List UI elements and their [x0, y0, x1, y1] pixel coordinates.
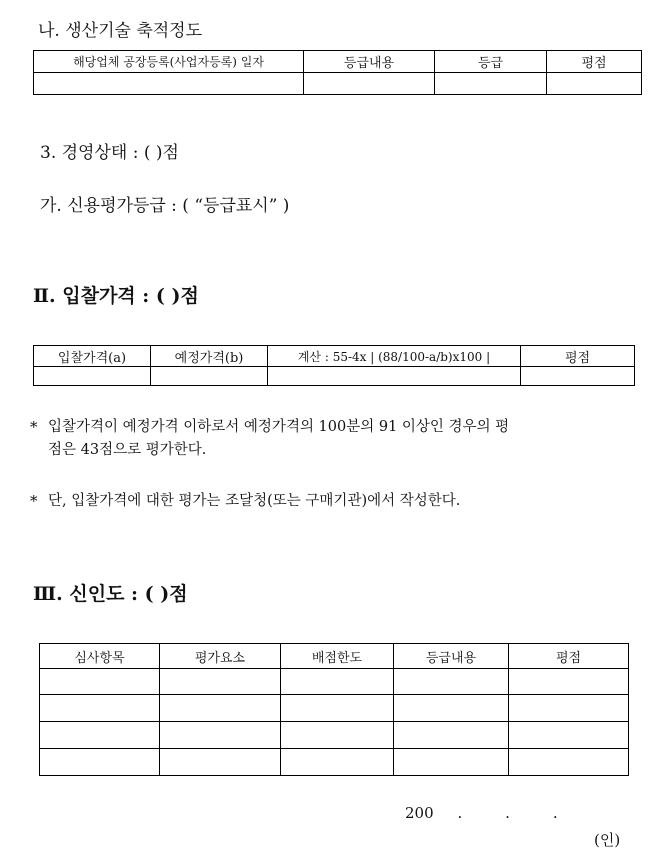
table-header: 해당업체 공장등록(사업자등록) 일자	[34, 51, 304, 73]
note-2-text: 단, 입찰가격에 대한 평가는 조달청(또는 구매기관)에서 작성한다.	[48, 493, 461, 509]
table-cell	[435, 73, 547, 95]
table-cell	[40, 695, 160, 722]
table-header: 평점	[547, 51, 642, 73]
production-table	[33, 50, 642, 95]
table-row	[40, 722, 629, 749]
credibility-table	[39, 643, 629, 776]
table-cell	[304, 73, 435, 95]
table-header: 등급내용	[304, 51, 435, 73]
table-cell	[394, 749, 509, 776]
seal-mark: (인)	[594, 831, 621, 849]
table-cell	[160, 669, 281, 695]
section-2-title: Ⅱ. 입찰가격 : ( )점	[33, 285, 199, 307]
table-header: 평점	[509, 644, 629, 669]
table-row	[34, 73, 642, 95]
note-1-line-2: 점은 43점으로 평가한다.	[48, 442, 207, 458]
table-row	[34, 367, 635, 386]
table-cell	[509, 695, 629, 722]
table-cell	[394, 722, 509, 749]
table-cell	[40, 749, 160, 776]
table-cell	[521, 367, 635, 386]
table-header: 입찰가격(a)	[34, 346, 151, 367]
table-cell	[40, 669, 160, 695]
table-cell	[281, 722, 394, 749]
note-1-line-1: 입찰가격이 예정가격 이하로서 예정가격의 100분의 91 이상인 경우의 평	[48, 419, 510, 435]
table-cell	[34, 367, 151, 386]
table-header: 등급	[435, 51, 547, 73]
table-row	[40, 695, 629, 722]
table-cell	[509, 749, 629, 776]
table-cell	[40, 722, 160, 749]
table-header: 등급내용	[394, 644, 509, 669]
item-3-management: 3. 경영상태 : ( )점	[40, 143, 179, 163]
note-1	[30, 416, 640, 462]
table-row	[40, 749, 629, 776]
item-ga-credit-rating: 가. 신용평가등급 : ( “등급표시” )	[40, 196, 290, 216]
table-cell	[281, 695, 394, 722]
table-header: 계산 : 55-4x | (88/100-a/b)x100 |	[268, 346, 521, 367]
table-cell	[160, 722, 281, 749]
table-cell	[151, 367, 268, 386]
table-header: 배점한도	[281, 644, 394, 669]
table-cell	[394, 695, 509, 722]
table-cell	[281, 749, 394, 776]
table-cell	[281, 669, 394, 695]
section-na-title: 나. 생산기술 축적정도	[38, 21, 203, 41]
note-2	[30, 490, 640, 512]
table-cell	[509, 669, 629, 695]
bid-price-table	[33, 345, 635, 386]
table-row	[40, 669, 629, 695]
table-cell	[394, 669, 509, 695]
note-bullet: *	[30, 418, 38, 436]
table-cell	[509, 722, 629, 749]
table-header: 심사항목	[40, 644, 160, 669]
table-header: 예정가격(b)	[151, 346, 268, 367]
table-cell	[268, 367, 521, 386]
table-cell	[160, 695, 281, 722]
note-bullet: *	[30, 492, 38, 510]
table-header: 평가요소	[160, 644, 281, 669]
table-cell	[547, 73, 642, 95]
date-line: 200 . . .	[405, 804, 558, 822]
section-3-title: Ⅲ. 신인도 : ( )점	[33, 583, 188, 605]
table-cell	[160, 749, 281, 776]
table-header: 평점	[521, 346, 635, 367]
table-cell	[34, 73, 304, 95]
